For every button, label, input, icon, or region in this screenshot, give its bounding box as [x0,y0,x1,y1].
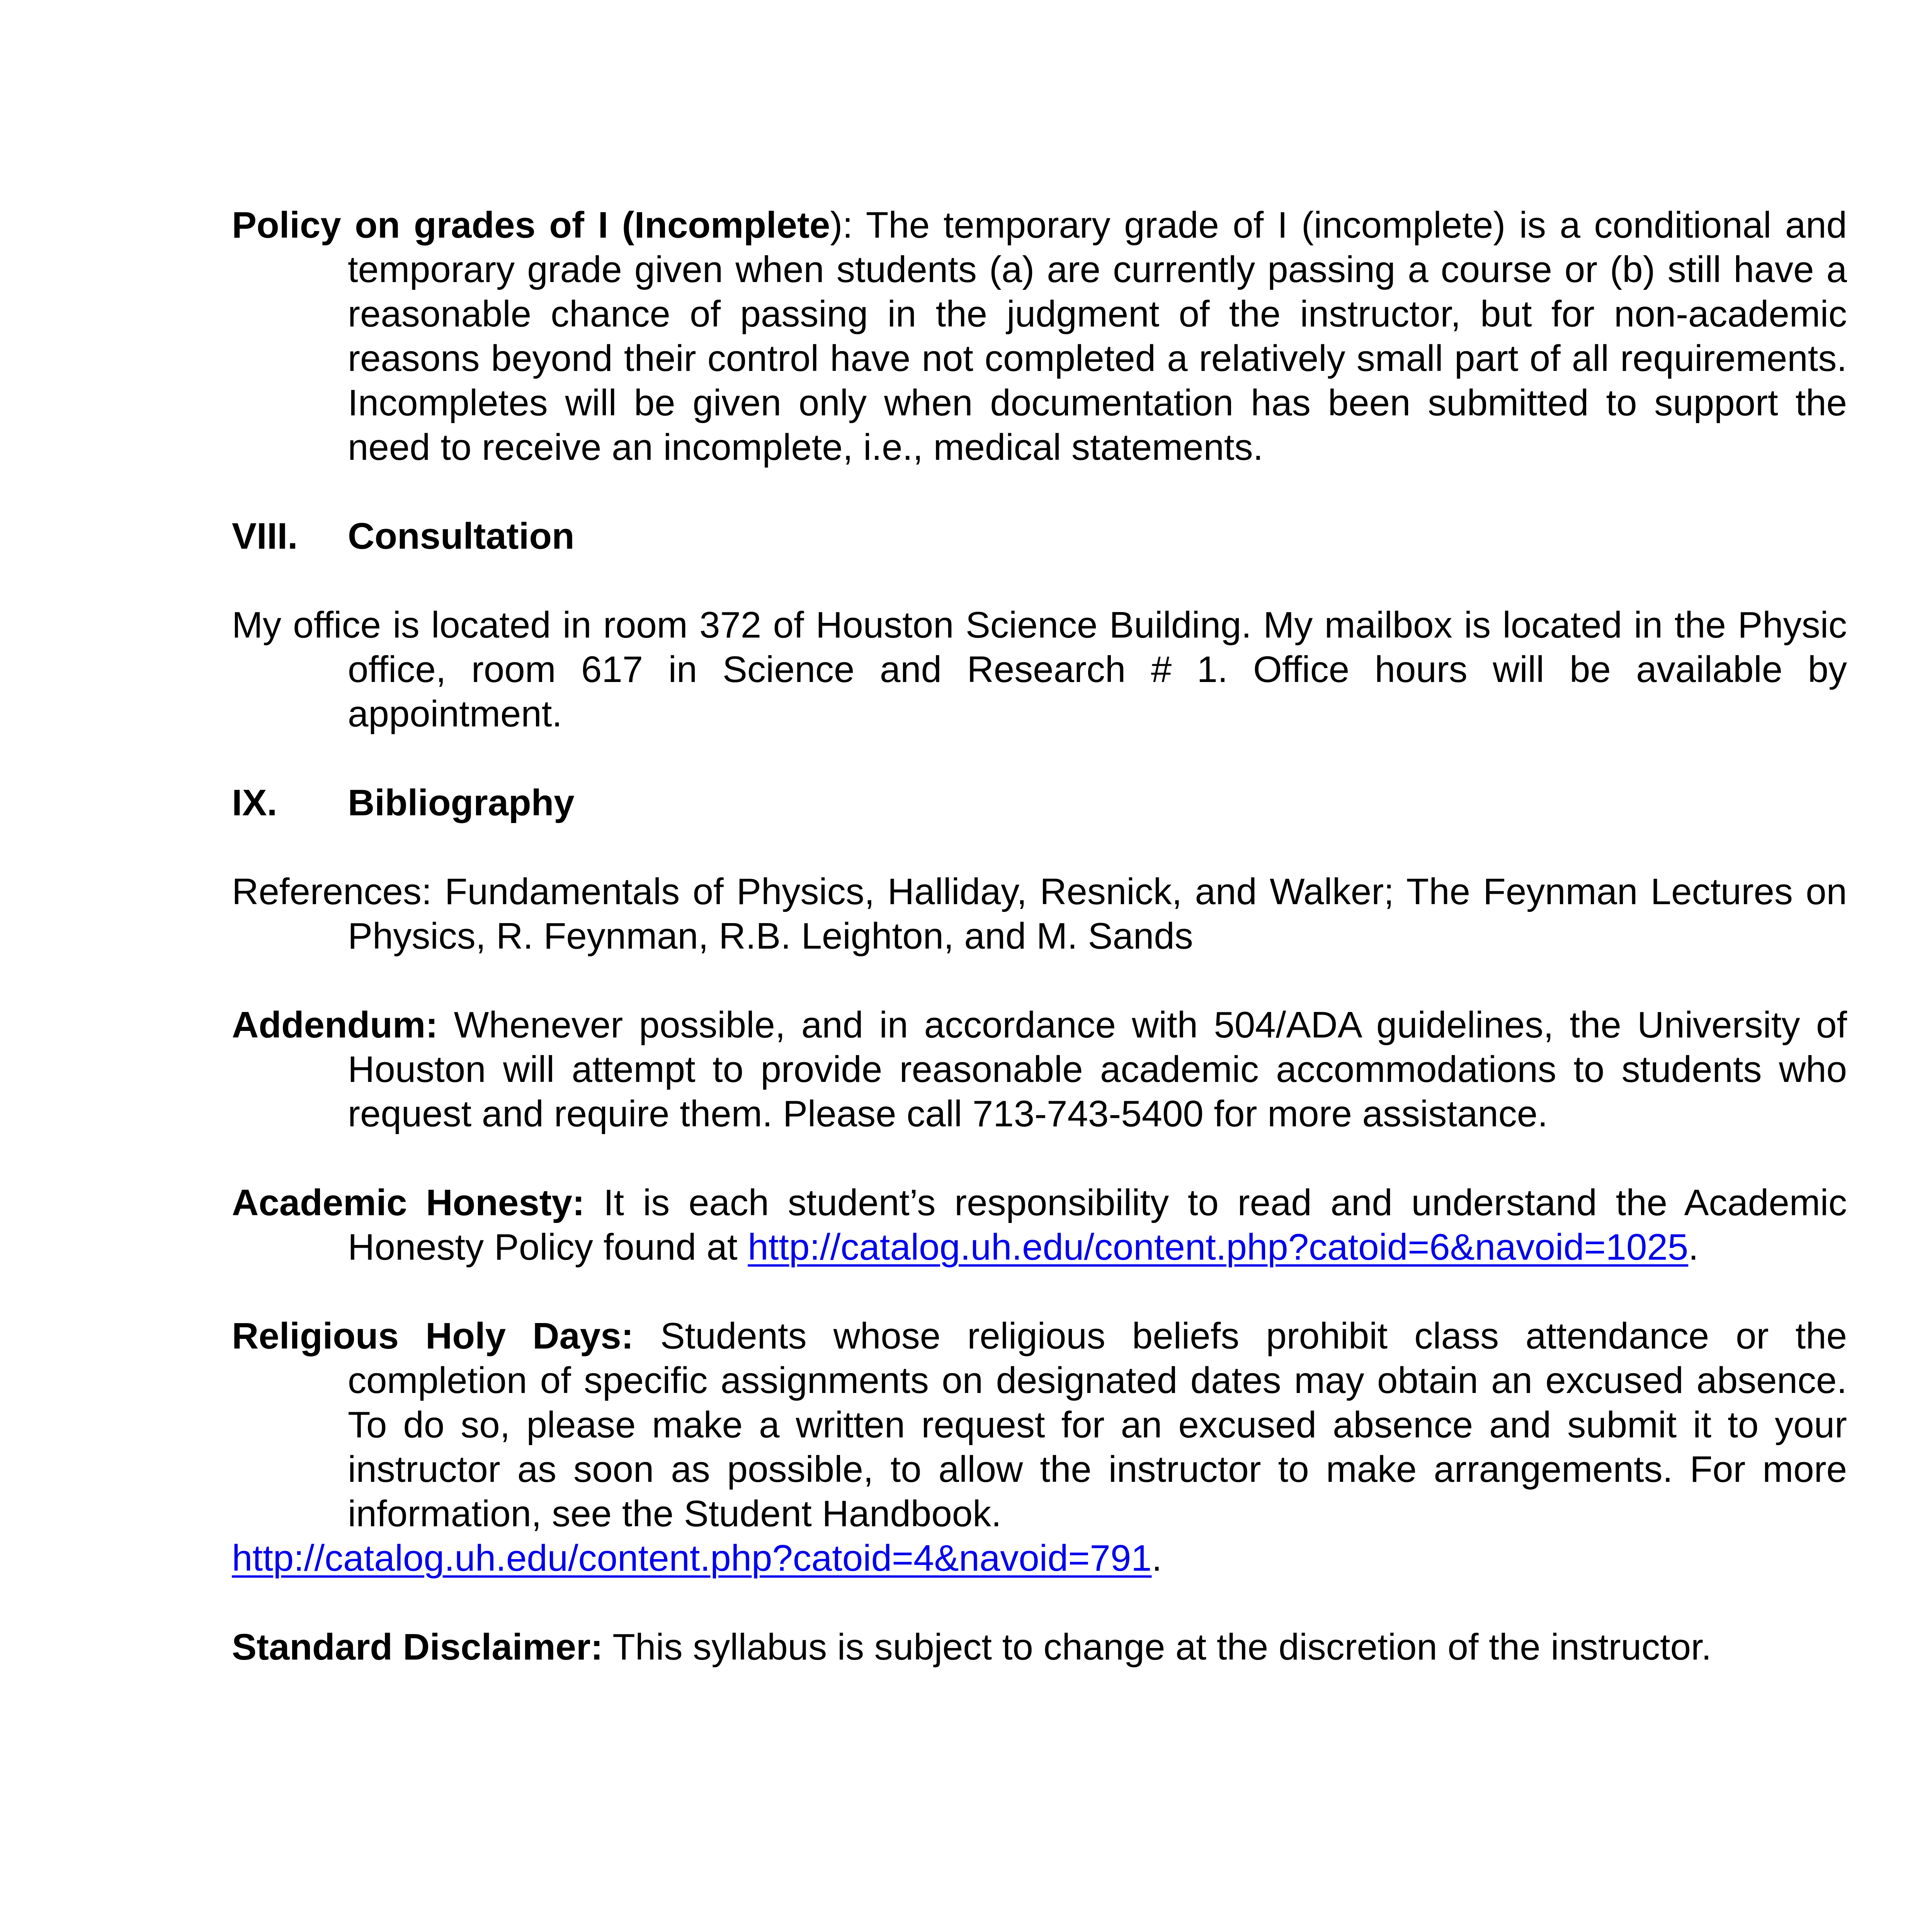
addendum-paragraph [232,1003,1847,1136]
religious-holy-days-text: Students whose religious beliefs prohibit class attendance or the completion of specific assignments on designated dates may obtain an excused absence. To do so, please make a written request for an excused absence and submit it to your instructor as soon as possible, to allow the instructor to make arrangements. For more information, see the Student Handbook. [348,1315,1847,1534]
addendum-text: Whenever possible, and in accordance with 504/ADA guidelines, the University of Houston will attempt to provide reasonable academic accommodations to students who request and require them. Please call 713-743-5400 for more assistance. [348,1004,1847,1134]
incomplete-policy-text: : The temporary grade of I (incomplete) is a conditional and temporary grade given when students (a) are currently passing a course or (b) still have a reasonable chance of passing in the judgment of the instructor, but for non-academic reasons beyond their control have not completed a relatively small part of all requirements. Incompletes will be given only when documentation has been submitted to support the need to receive an incomplete, i.e., medical statements. [348,204,1847,468]
consultation-heading [232,514,1847,558]
syllabus-content [232,203,1847,1669]
religious-holy-days-paragraph [232,1314,1847,1536]
consultation-section-title: Consultation [348,515,575,557]
student-handbook-link-line [232,1536,1847,1580]
consultation-paragraph: My office is located in room 372 of Houston Science Building. My mailbox is located in the Physic office, room 617 in Science and Research # 1. Office hours will be available by appointment. [232,604,1847,735]
religious-holy-days-label: Religious Holy Days: [232,1315,634,1357]
academic-honesty-label: Academic Honesty: [232,1182,585,1223]
bibliography-section-title: Bibliography [348,782,575,823]
addendum-label: Addendum: [232,1004,438,1046]
standard-disclaimer-text: This syllabus is subject to change at the discretion of the instructor. [603,1626,1712,1668]
bibliography-heading [232,781,1847,825]
standard-disclaimer-paragraph [232,1625,1847,1669]
references-paragraph: References: Fundamentals of Physics, Halliday, Resnick, and Walker; The Feynman Lectures on Physics, R. Feynman, R.B. Leighton, and M. Sands [232,871,1847,957]
incomplete-policy-label-close: ) [830,204,843,246]
incomplete-policy-label: Policy on grades of I (Incomplete [232,204,830,246]
student-handbook-period: . [1151,1537,1162,1579]
standard-disclaimer-label: Standard Disclaimer: [232,1626,603,1668]
academic-honesty-link[interactable]: http://catalog.uh.edu/content.php?catoid=6&navoid=1025 [748,1226,1689,1268]
incomplete-policy-paragraph [232,203,1847,469]
academic-honesty-text: It is each student’s responsibility to read and understand the Academic Honesty Policy found at [348,1182,1847,1268]
bibliography-section-number: IX. [232,782,277,823]
academic-honesty-paragraph [232,1180,1847,1269]
student-handbook-link[interactable]: http://catalog.uh.edu/content.php?catoid=4&navoid=791 [232,1537,1152,1579]
academic-honesty-period: . [1688,1226,1699,1268]
consultation-section-number: VIII. [232,515,298,557]
